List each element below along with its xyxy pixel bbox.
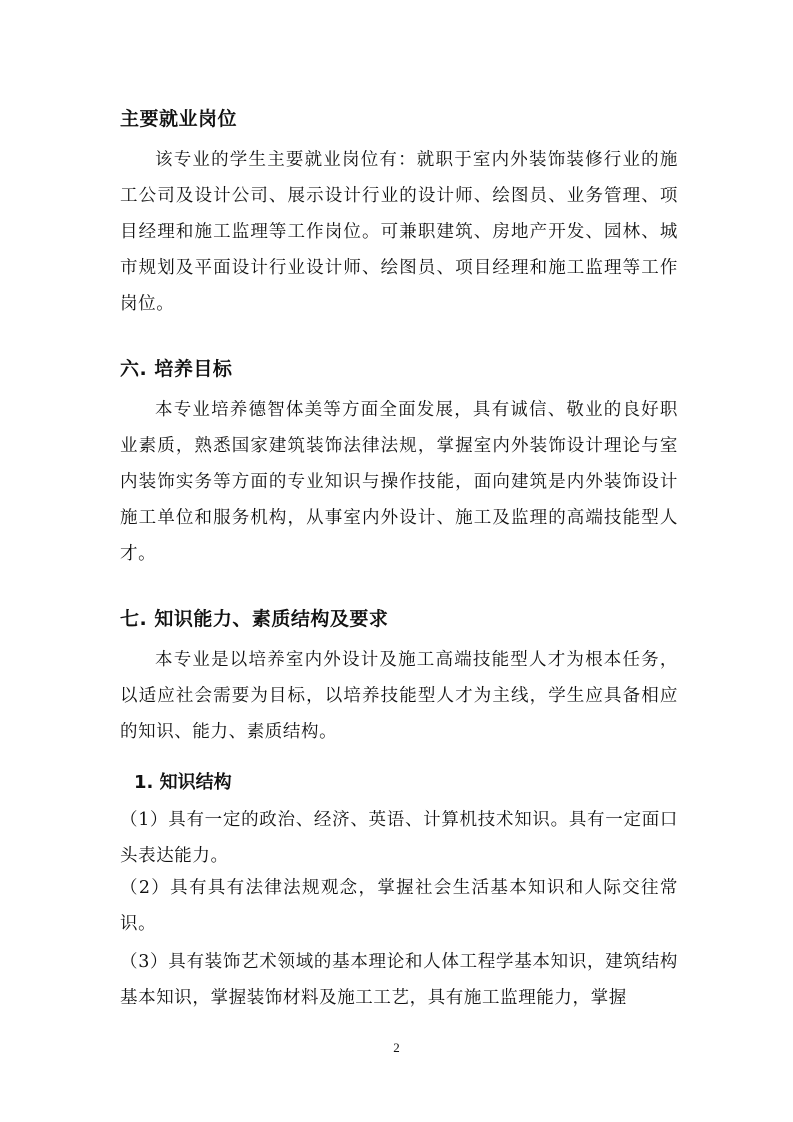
paragraph-knowledge-ability: 本专业是以培养室内外设计及施工高端技能型人才为根本任务，以适应社会需要为目标，以培养技能型人才为主线，学生应具备相应的知识、能力、素质结构。 [120,650,678,742]
heading-knowledge-ability: 七. 知识能力、素质结构及要求 [120,608,389,630]
page-number: 2 [393,1040,400,1055]
list-item: （1）具有一定的政治、经济、英语、计算机技术知识。具有一定面口头表达能力。 [120,810,678,866]
paragraph-training-goal: 本专业培养德智体美等方面全面发展，具有诚信、敬业的良好职业素质，熟悉国家建筑装饰法律法规，掌握室内外装饰设计理论与室内装饰实务等方面的专业知识与操作技能，面向建筑是内外装饰设计施工单位和服务机构，从事室内外设计、施工及监理的高端技能型人才。 [120,400,678,564]
paragraph-employment: 该专业的学生主要就业岗位有：就职于室内外装饰装修行业的施工公司及设计公司、展示设计行业的设计师、绘图员、业务管理、项目经理和施工监理等工作岗位。可兼职建筑、房地产开发、园林、城市规划及平面设计行业设计师、绘图员、项目经理和施工监理等工作岗位。 [120,150,678,314]
list-item: （2）具有具有法律法规观念，掌握社会生活基本知识和人际交往常识。 [120,878,678,934]
subheading-knowledge-structure: 1. 知识结构 [134,772,232,793]
list-item: （3）具有装饰艺术领域的基本理论和人体工程学基本知识，建筑结构基本知识，掌握装饰材料及施工工艺，具有施工监理能力，掌握 [120,952,678,1008]
heading-main-employment: 主要就业岗位 [120,108,238,130]
heading-training-goal: 六. 培养目标 [120,358,233,380]
